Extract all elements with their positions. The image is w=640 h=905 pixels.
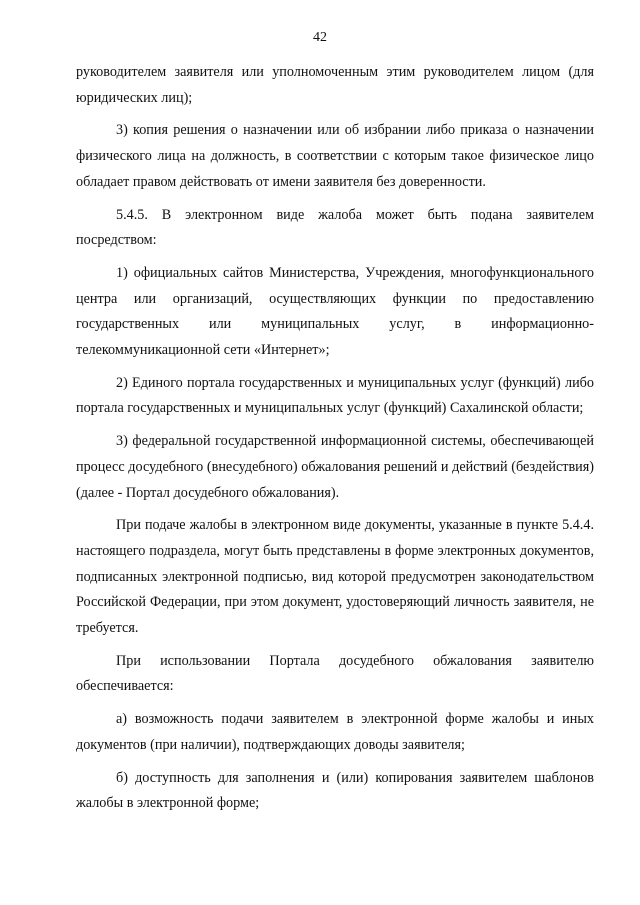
page-number: 42: [313, 30, 327, 45]
paragraph-item-3-federal-system: 3) федеральной государственной информационной системы, обеспечивающей процесс досудебного (внесудебного) обжалования решений и действий (бездействия) (далее - Портал досудебного обжалования).: [76, 433, 594, 501]
paragraph-5-4-5: 5.4.5. В электронном виде жалоба может быть подана заявителем посредством:: [76, 206, 594, 249]
paragraph-electronic-documents: При подаче жалобы в электронном виде документы, указанные в пункте 5.4.4. настоящего подраздела, могут быть представлены в форме электронных документов, подписанных электронной подписью, вид которой предусмотрен законодательством Российской Федерации, при этом документ, удостоверяющий личность заявителя, не требуется.: [76, 517, 594, 637]
paragraph-portal-provides: При использовании Портала досудебного обжалования заявителю обеспечивается:: [76, 652, 594, 695]
document-body: [76, 60, 594, 817]
paragraph-continuation: руководителем заявителя или уполномоченным этим руководителем лицом (для юридических лиц);: [76, 64, 594, 106]
paragraph-item-1-official-sites: 1) официальных сайтов Министерства, Учреждения, многофункционального центра или организаций, осуществляющих функции по предоставлению государственных или муниципальных услуг, в информационно-телекоммуникационной сети «Интернет»;: [76, 264, 594, 359]
paragraph-item-b: б) доступность для заполнения и (или) копирования заявителем шаблонов жалобы в электронной форме;: [76, 769, 594, 812]
paragraph-item-3-copy-decision: 3) копия решения о назначении или об избрании либо приказа о назначении физического лица на должность, в соответствии с которым такое физическое лицо обладает правом действовать от имени заявителя без доверенности.: [76, 122, 594, 190]
paragraph-item-2-unified-portal: 2) Единого портала государственных и муниципальных услуг (функций) либо портала государственных и муниципальных услуг (функций) Сахалинской области;: [76, 374, 594, 417]
paragraph-item-a: а) возможность подачи заявителем в электронной форме жалобы и иных документов (при наличии), подтверждающих доводы заявителя;: [76, 711, 594, 753]
